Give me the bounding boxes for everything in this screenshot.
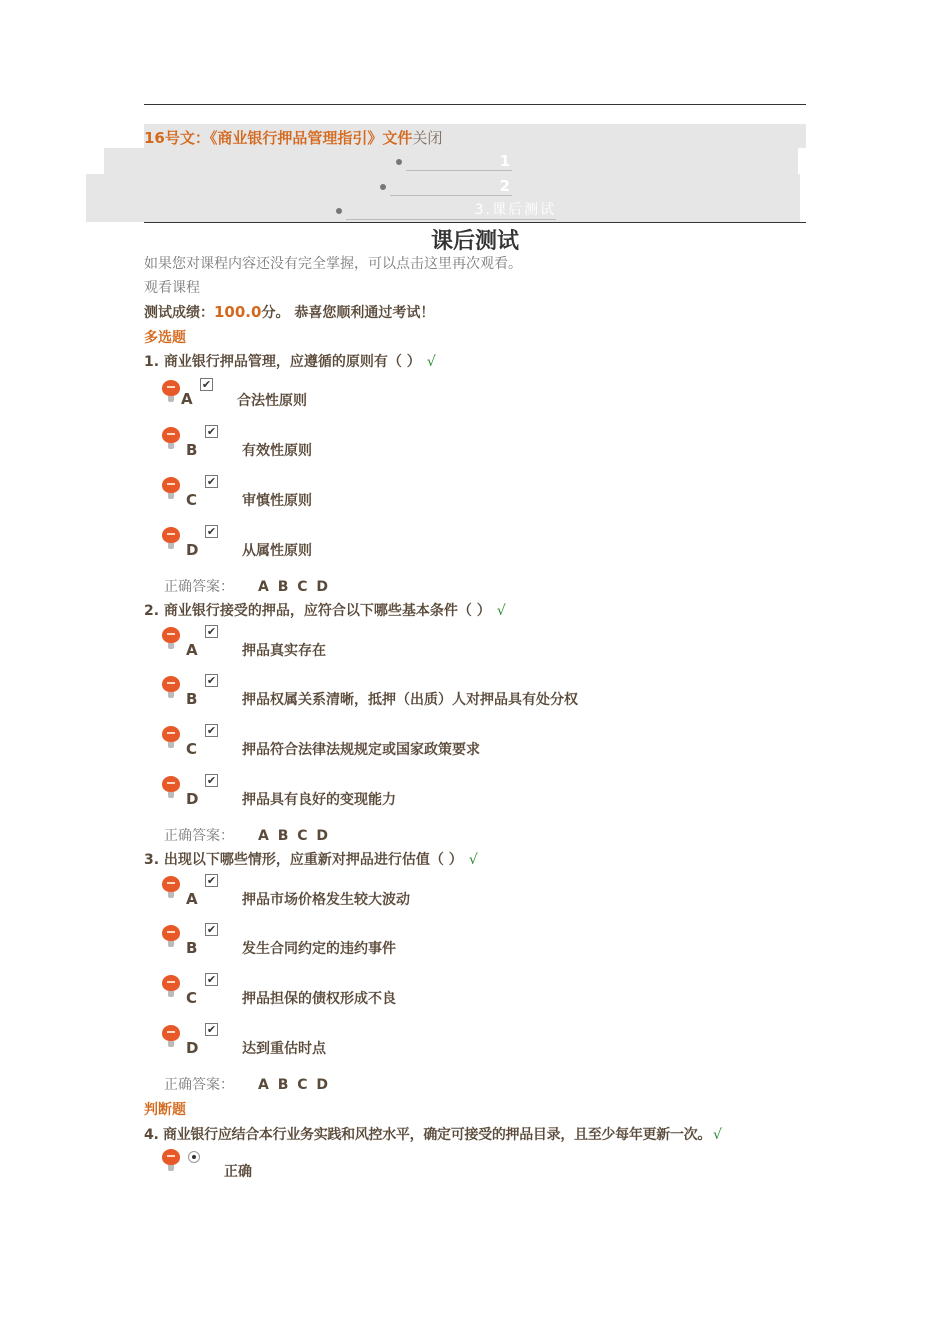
nav-rule: [144, 222, 806, 223]
checkbox-checked[interactable]: ✔: [206, 724, 217, 737]
option-letter: D: [186, 790, 199, 808]
option-3-b[interactable]: [162, 925, 762, 965]
bulb-icon: [162, 876, 180, 898]
checkbox-checked[interactable]: ✔: [206, 923, 217, 936]
answer-value: A B C D: [258, 1077, 331, 1093]
nav-item-2[interactable]: [380, 176, 512, 196]
checkbox-checked[interactable]: ✔: [206, 425, 217, 438]
score-prefix: 测试成绩：: [144, 305, 214, 321]
option-1-a[interactable]: [162, 380, 762, 420]
option-text: 达到重估时点: [242, 1041, 326, 1057]
question-4: [144, 1124, 722, 1144]
nav-item-label: 2: [390, 177, 512, 196]
answer-value: A B C D: [258, 828, 331, 844]
bullet-icon: [336, 208, 342, 214]
bulb-icon: [162, 925, 180, 947]
option-letter: D: [186, 541, 199, 559]
answer-1: [164, 576, 330, 596]
nav-item-label: 3.课后测试: [346, 199, 556, 220]
section-true-false: 判断题: [144, 1102, 186, 1118]
option-letter: A: [186, 890, 198, 908]
question-1: [144, 351, 436, 371]
option-text: 发生合同约定的违约事件: [242, 941, 396, 957]
bulb-icon: [162, 477, 180, 499]
checkbox-checked[interactable]: ✔: [206, 525, 217, 538]
nav-item-3[interactable]: [336, 200, 556, 220]
checkbox-checked[interactable]: ✔: [206, 1023, 217, 1036]
checkbox-checked[interactable]: ✔: [206, 475, 217, 488]
score-value: 100.0: [214, 303, 262, 321]
option-letter: C: [186, 989, 198, 1007]
bulb-icon: [162, 380, 180, 402]
correct-tick-icon: √: [426, 354, 436, 370]
option-text: 押品权属关系清晰，抵押（出质）人对押品具有处分权: [242, 692, 578, 708]
bulb-icon: [162, 427, 180, 449]
option-letter: C: [186, 491, 198, 509]
option-letter: B: [186, 939, 198, 957]
option-text: 合法性原则: [237, 393, 307, 409]
option-4-true[interactable]: [162, 1149, 762, 1189]
option-text: 押品真实存在: [242, 643, 326, 659]
question-text: 2. 商业银行接受的押品，应符合以下哪些基本条件（ ）: [144, 603, 491, 619]
question-text: 1. 商业银行押品管理，应遵循的原则有（ ）: [144, 354, 421, 370]
bulb-icon: [162, 676, 180, 698]
bulb-icon: [162, 776, 180, 798]
question-2: [144, 600, 506, 620]
option-1-d[interactable]: [162, 527, 762, 567]
option-letter: D: [186, 1039, 199, 1057]
option-letter: C: [186, 740, 198, 758]
option-letter: B: [186, 441, 198, 459]
option-text: 押品担保的债权形成不良: [242, 991, 396, 1007]
checkbox-checked[interactable]: ✔: [206, 874, 217, 887]
option-text: 审慎性原则: [242, 493, 312, 509]
bulb-icon: [162, 527, 180, 549]
answer-label: 正确答案：: [164, 1077, 234, 1093]
checkbox-checked[interactable]: ✔: [206, 973, 217, 986]
radio-selected[interactable]: [188, 1151, 200, 1163]
score-line: [144, 302, 434, 322]
bullet-icon: [396, 159, 402, 165]
bulb-icon: [162, 627, 180, 649]
option-3-a[interactable]: [162, 876, 762, 916]
checkbox-checked[interactable]: ✔: [206, 774, 217, 787]
question-3: [144, 849, 478, 869]
close-link[interactable]: 关闭: [412, 129, 443, 147]
bulb-icon: [162, 1025, 180, 1047]
nav-item-1[interactable]: [396, 151, 512, 171]
section-multi-choice: 多选题: [144, 330, 186, 346]
answer-label: 正确答案：: [164, 579, 234, 595]
bullet-icon: [380, 184, 386, 190]
top-rule: [144, 104, 806, 105]
option-2-b[interactable]: [162, 676, 762, 716]
option-text: 押品具有良好的变现能力: [242, 792, 396, 808]
option-text: 正确: [224, 1164, 252, 1180]
checkbox-checked[interactable]: ✔: [201, 378, 212, 391]
option-text: 押品符合法律法规规定或国家政策要求: [242, 742, 480, 758]
answer-3: [164, 1074, 330, 1094]
option-3-d[interactable]: [162, 1025, 762, 1065]
correct-tick-icon: √: [496, 603, 506, 619]
score-suffix: 分。 恭喜您顺利通过考试！: [261, 305, 435, 321]
answer-2: [164, 825, 330, 845]
bulb-icon: [162, 1149, 180, 1171]
checkbox-checked[interactable]: ✔: [206, 625, 217, 638]
option-letter: A: [181, 390, 193, 408]
checkbox-checked[interactable]: ✔: [206, 674, 217, 687]
watch-course-link[interactable]: 观看课程: [144, 280, 200, 296]
option-1-c[interactable]: [162, 477, 762, 517]
option-3-c[interactable]: [162, 975, 762, 1015]
bulb-icon: [162, 975, 180, 997]
document-title-bar: [144, 127, 442, 148]
page-title: 课后测试: [430, 228, 519, 254]
option-letter: A: [186, 641, 198, 659]
answer-value: A B C D: [258, 579, 331, 595]
correct-tick-icon: √: [468, 852, 478, 868]
correct-tick-icon: √: [713, 1127, 722, 1143]
option-text: 从属性原则: [242, 543, 312, 559]
option-2-a[interactable]: [162, 627, 762, 667]
nav-item-label: 1: [406, 152, 512, 171]
question-text: 4. 商业银行应结合本行业务实践和风控水平，确定可接受的押品目录，且至少每年更新一次。: [144, 1127, 712, 1143]
option-text: 有效性原则: [242, 443, 312, 459]
option-2-d[interactable]: [162, 776, 762, 816]
document-title: 16号文：《商业银行押品管理指引》文件: [144, 129, 413, 147]
intro-text: 如果您对课程内容还没有完全掌握，可以点击这里再次观看。: [144, 256, 522, 272]
option-2-c[interactable]: [162, 726, 762, 766]
bulb-icon: [162, 726, 180, 748]
question-text: 3. 出现以下哪些情形，应重新对押品进行估值（ ）: [144, 852, 463, 868]
option-text: 押品市场价格发生较大波动: [242, 892, 410, 908]
option-1-b[interactable]: [162, 427, 762, 467]
answer-label: 正确答案：: [164, 828, 234, 844]
option-letter: B: [186, 690, 198, 708]
